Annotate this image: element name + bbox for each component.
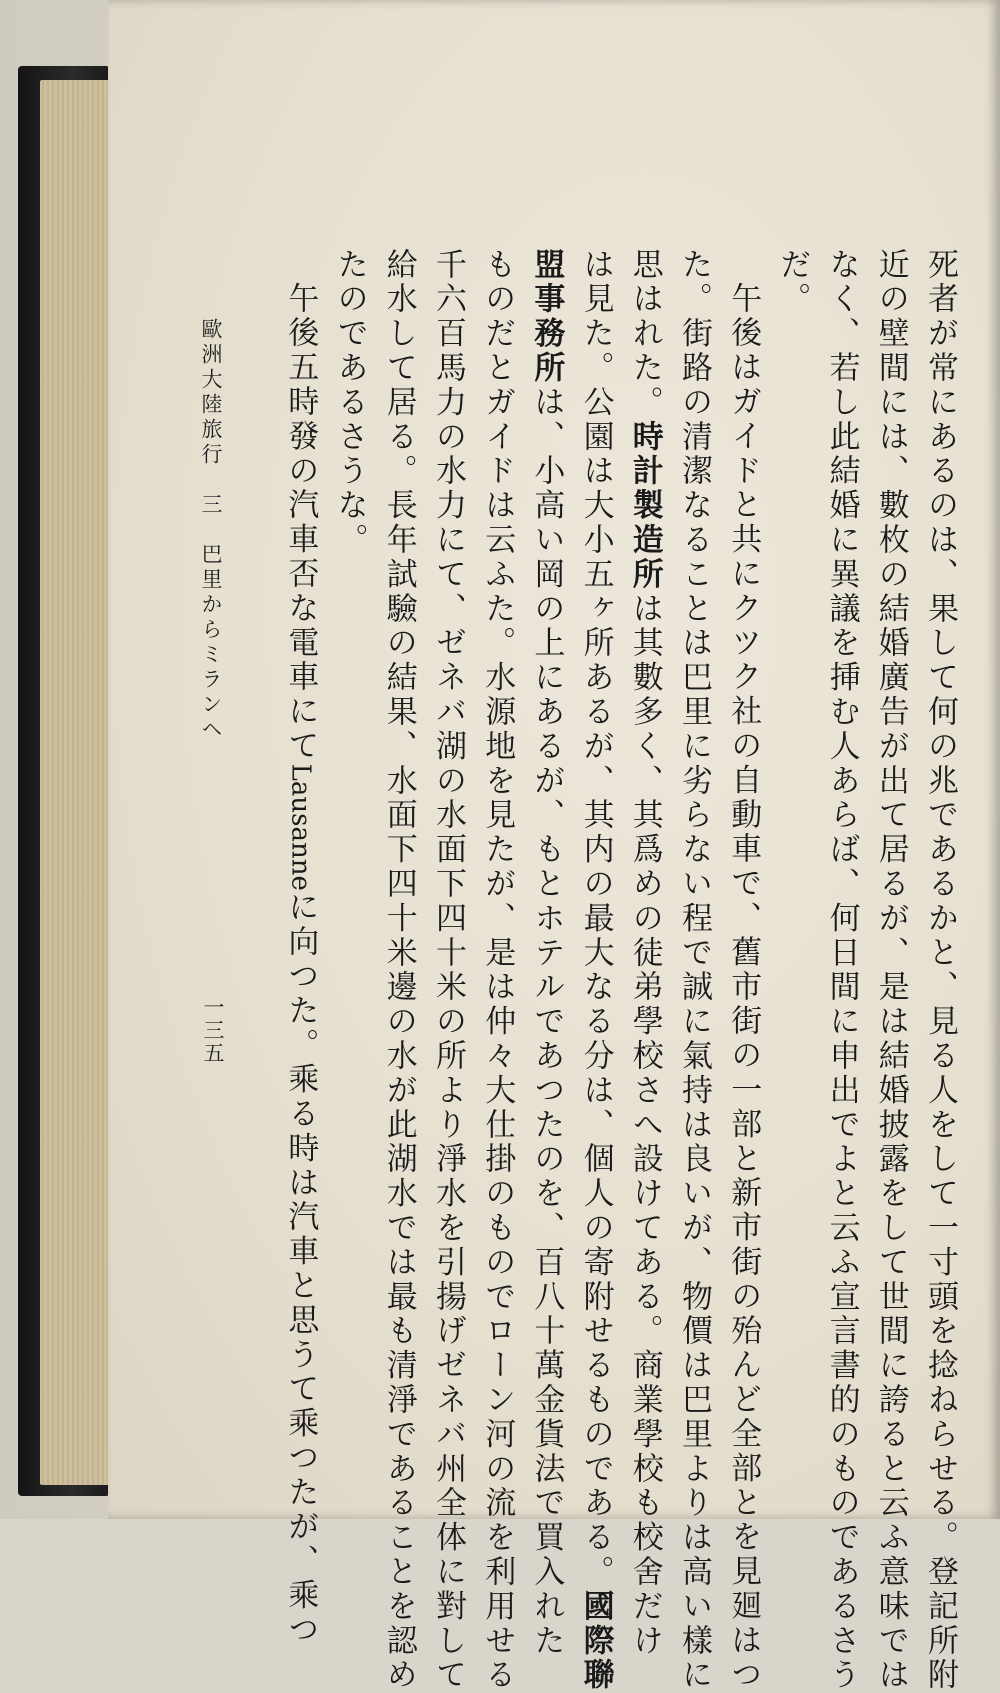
- text-run: Lausanne: [285, 763, 316, 891]
- text-run: に向つた。乘る時は汽車と思うて乘つたが、乘つ: [282, 890, 319, 1648]
- text-column: [823, 248, 860, 1693]
- text-run: 給水して居る。長年試驗の結果、水面下四十米邊の水が此湖水では最も清淨であることを認め: [380, 248, 417, 1693]
- page-edges: [40, 80, 118, 1485]
- text-run: 死者が常にあるのは、果して何の兆であるかと、見る人をして一寸頭を捻ねらせる。登記所附: [922, 248, 958, 1693]
- text-column: [528, 248, 565, 1659]
- running-head: 歐洲大陸旅行 三 巴里からミランヘ: [199, 318, 223, 743]
- text-column: [872, 248, 909, 1693]
- bold-term: 時計製造所: [626, 420, 663, 592]
- text-run: なく、若し此結婚に異議を挿む人あらば、何日間に申出でよと云ふ宣言書的のものであるさう: [823, 248, 860, 1693]
- text-run: は、小高い岡の上にあるが、もとホテルであつたのを、百八十萬金貨法で買入れた: [528, 385, 565, 1659]
- text-column: [774, 248, 811, 317]
- bold-term: 國際聯: [577, 1589, 614, 1693]
- text-column: [676, 248, 712, 1693]
- text-run: 千六百馬力の水力にて、ゼネバ湖の水面下四十米の所より淨水を引揚げゼネバ州全体に對して: [430, 248, 466, 1693]
- text-column: [380, 248, 417, 1693]
- text-run: だ。: [774, 248, 811, 317]
- text-run: 午後はガイドと共にクツク社の自動車で、舊市街の一部と新市街の殆んど全部とを見廻はつ: [725, 282, 762, 1693]
- text-column: [479, 248, 516, 1693]
- text-run: は其數多く、其爲めの徒弟學校さへ設けてある。商業學校も校舍だけ: [626, 592, 663, 1659]
- text-column: [577, 248, 614, 1693]
- text-run: は見た。公園は大小五ヶ所あるが、其内の最大なる分は、個人の寄附せるものである。: [577, 248, 614, 1590]
- text-run: 午後五時發の汽車否な電車にて: [282, 282, 319, 764]
- text-column: [922, 248, 958, 1693]
- text-run: 思はれた。: [626, 248, 663, 420]
- text-column: [331, 248, 368, 558]
- text-run: ものだとガイドは云ふた。水源地を見たが、是は仲々大仕掛のものでローン河の流を利用せる: [479, 248, 516, 1693]
- bold-term: 盟事務所: [528, 248, 565, 386]
- text-column: [282, 282, 319, 1648]
- text-column: [725, 282, 762, 1693]
- text-column: [430, 248, 466, 1693]
- text-run: 近の壁間には、數枚の結婚廣告が出て居るが、是は結婚披露をして世間に誇ると云ふ意味では: [872, 248, 909, 1693]
- text-run: たのであるさうな。: [331, 248, 368, 558]
- text-run: た。街路の清潔なることは巴里に劣らない程で誠に氣持は良いが、物價は巴里よりは高い樣に: [676, 248, 712, 1693]
- text-column: [626, 248, 663, 1659]
- page-number: 一三五: [201, 996, 225, 1065]
